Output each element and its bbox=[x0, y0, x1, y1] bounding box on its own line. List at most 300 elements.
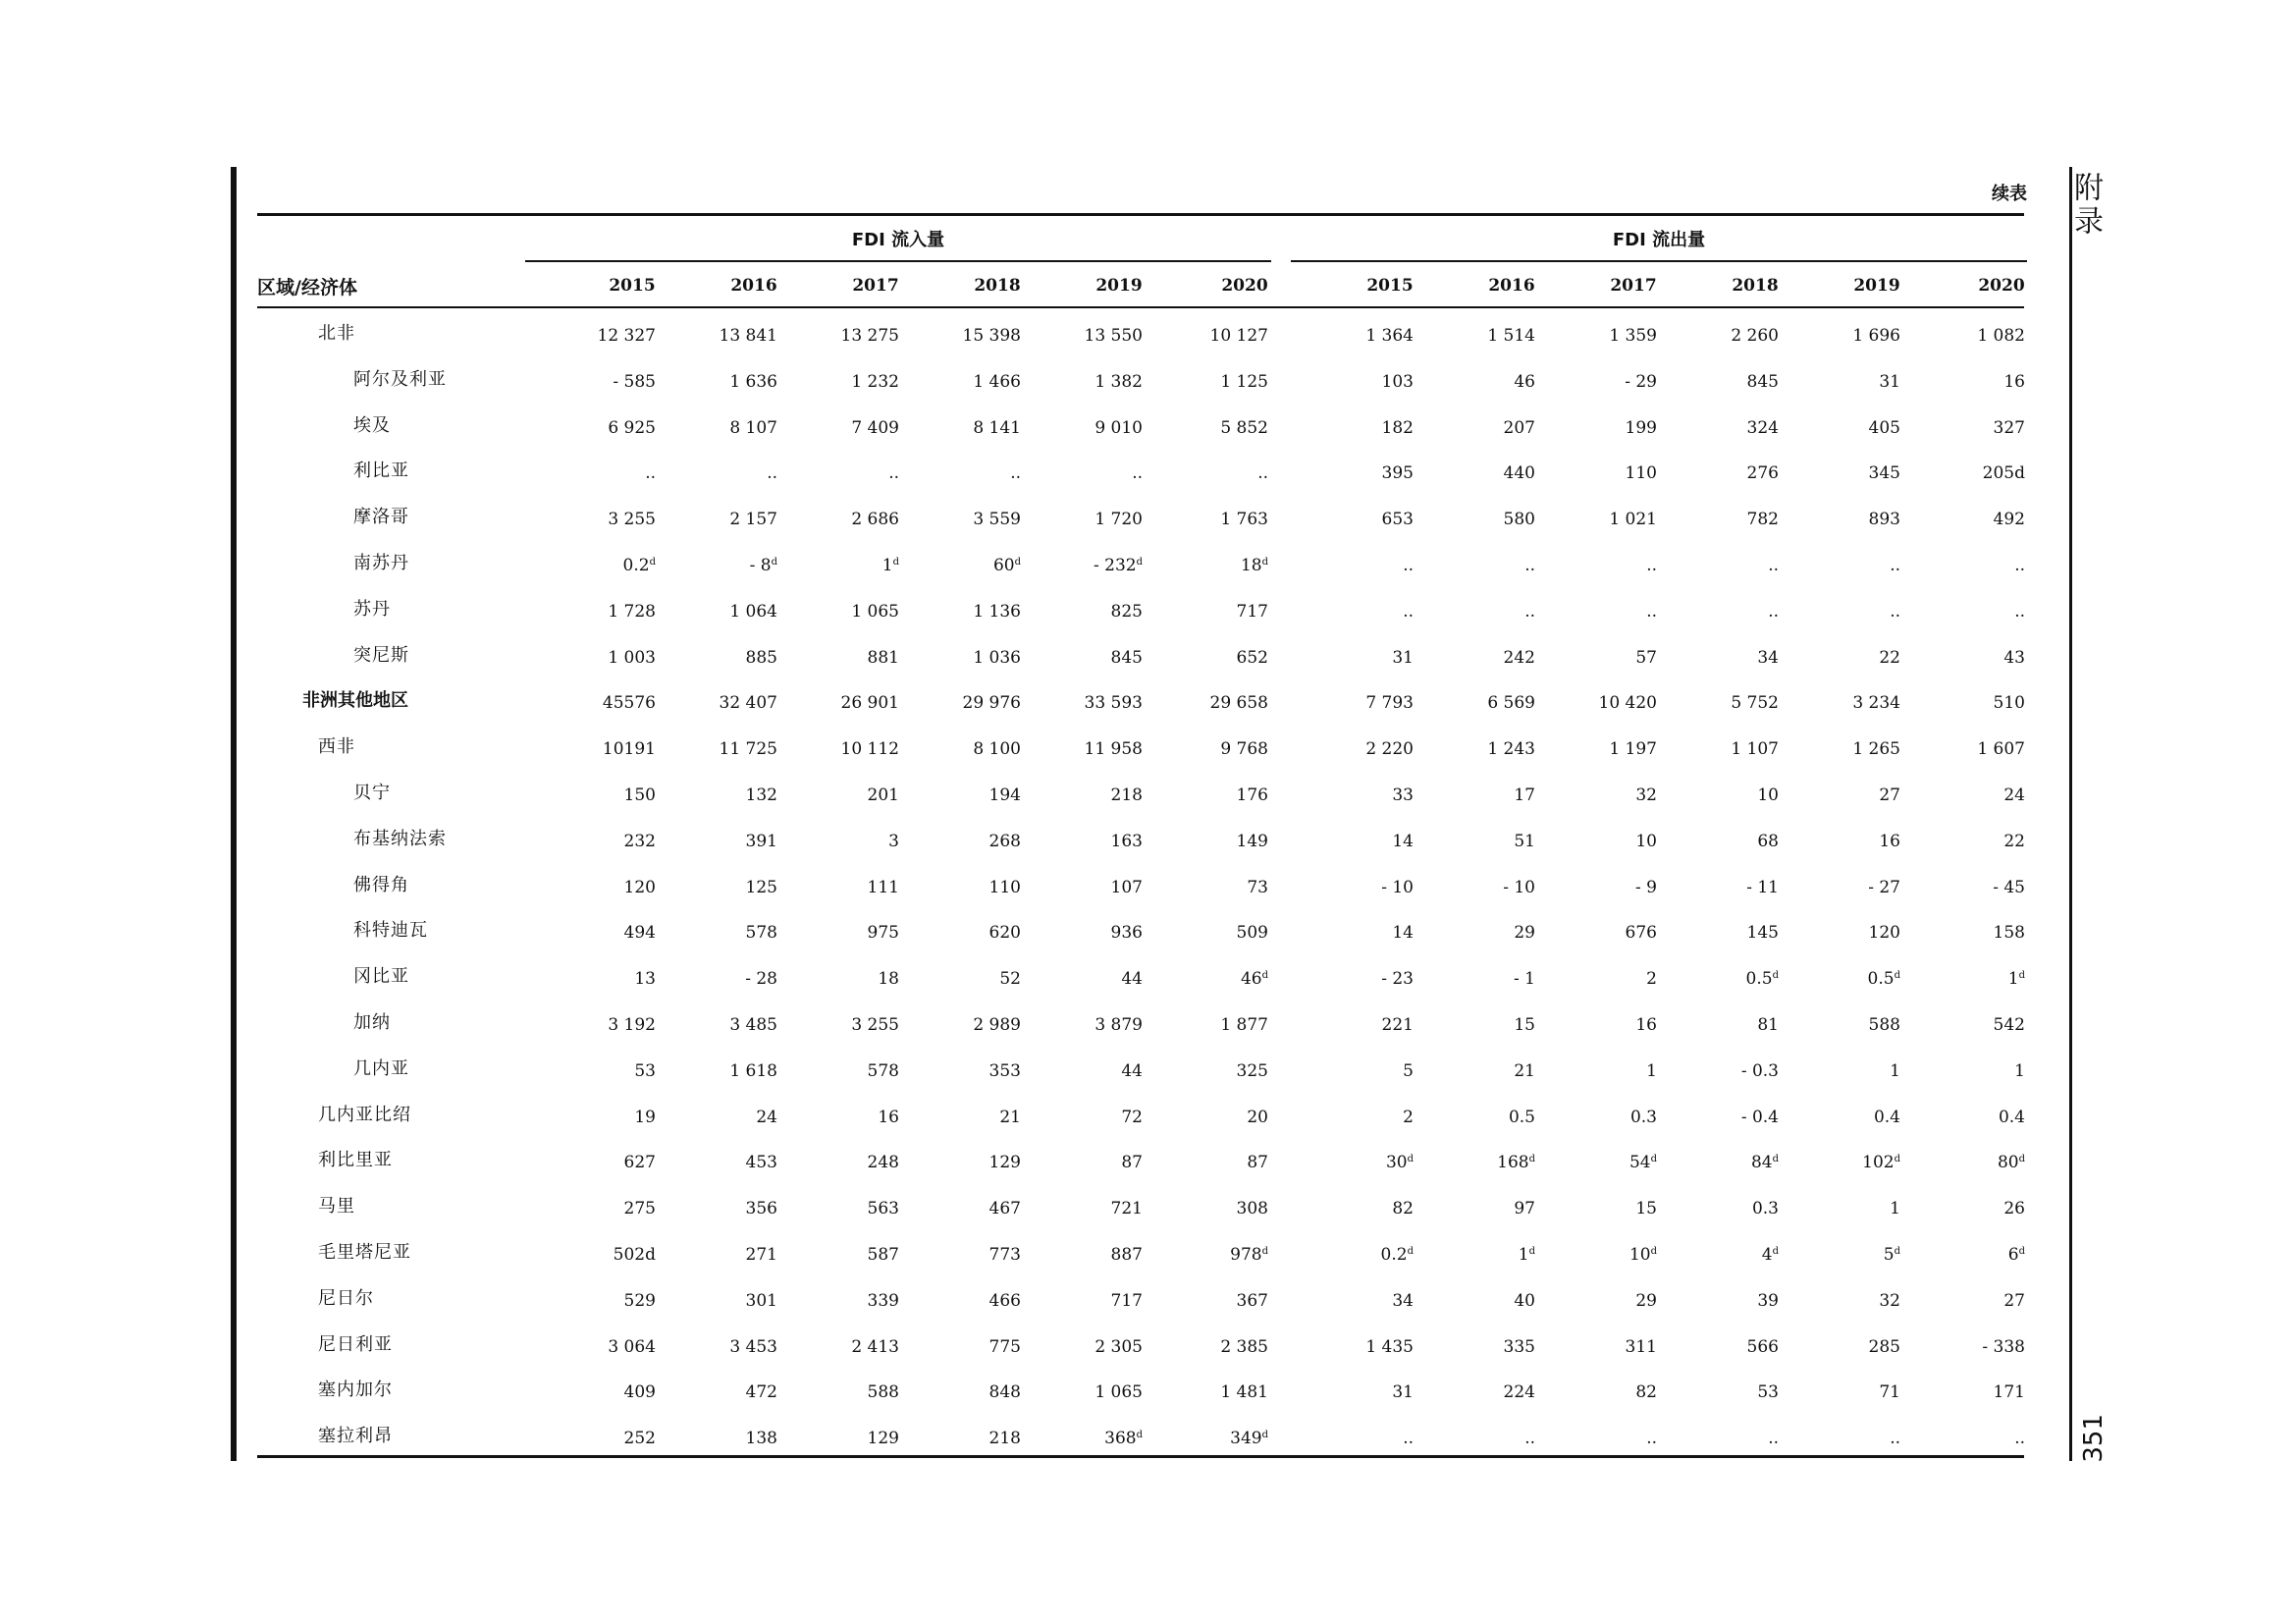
cell-value: 10 bbox=[1757, 785, 1779, 805]
outflow-cell bbox=[1792, 556, 1900, 575]
inflow-cell bbox=[548, 1199, 656, 1218]
cell-value: 22 bbox=[1879, 647, 1900, 668]
cell-value: 18 bbox=[878, 969, 899, 990]
region-name: 摩洛哥 bbox=[353, 507, 409, 528]
outflow-cell bbox=[1549, 739, 1657, 759]
inflow-cell bbox=[913, 1291, 1021, 1311]
inflow-cell bbox=[669, 1382, 777, 1402]
cell-value: 6 569 bbox=[1487, 693, 1535, 714]
outflow-cell bbox=[1306, 832, 1414, 851]
cell-value: 3 879 bbox=[1095, 1015, 1143, 1035]
cell-value: .. bbox=[1403, 556, 1414, 575]
inflow-cell bbox=[548, 832, 656, 851]
cell-value: 368 bbox=[1104, 1429, 1137, 1449]
outflow-cell bbox=[1549, 832, 1657, 851]
outflow-cell bbox=[1792, 739, 1900, 759]
cell-value: 53 bbox=[1757, 1382, 1779, 1403]
cell-value: 1 481 bbox=[1220, 1382, 1268, 1403]
inflow-cell bbox=[1160, 372, 1268, 392]
outflow-cell bbox=[1549, 372, 1657, 392]
cell-value: 33 593 bbox=[1084, 693, 1143, 714]
cell-value: 81 bbox=[1757, 1015, 1779, 1035]
inflow-cell bbox=[913, 1337, 1021, 1357]
cell-value: 26 901 bbox=[840, 693, 899, 714]
outflow-cell bbox=[1427, 1015, 1535, 1035]
outflow-cell bbox=[1917, 1245, 2025, 1265]
cell-value: 2 686 bbox=[851, 510, 899, 530]
inflow-cell bbox=[1160, 739, 1268, 759]
cell-value: 1 107 bbox=[1731, 739, 1779, 760]
cell-value: 588 bbox=[867, 1382, 899, 1403]
inflow-cell bbox=[791, 510, 899, 529]
cell-value: 26 bbox=[2003, 1199, 2025, 1219]
inflow-cell bbox=[548, 1429, 656, 1448]
inflow-cell bbox=[791, 923, 899, 943]
cell-value: 349 bbox=[1230, 1429, 1262, 1449]
outflow-cell bbox=[1306, 878, 1414, 897]
outflow-cell bbox=[1917, 878, 2025, 897]
outflow-cell bbox=[1917, 1382, 2025, 1402]
footnote-marker: d bbox=[1261, 1246, 1268, 1257]
outflow-cell bbox=[1549, 1153, 1657, 1172]
inflow-cell bbox=[669, 326, 777, 346]
inflow-cell bbox=[669, 923, 777, 943]
inflow-cell bbox=[1035, 923, 1143, 943]
year-header-out-0: 2015 bbox=[1366, 276, 1414, 296]
cell-value: 29 bbox=[1635, 1290, 1657, 1311]
cell-value: 1 082 bbox=[1977, 326, 2025, 346]
cell-value: 271 bbox=[745, 1245, 777, 1265]
cell-value: 587 bbox=[867, 1245, 899, 1265]
cell-value: 2 bbox=[1403, 1107, 1414, 1127]
outflow-cell bbox=[1306, 1199, 1414, 1218]
footnote-marker: d bbox=[1650, 1246, 1657, 1257]
inflow-cell bbox=[791, 1061, 899, 1081]
inflow-cell bbox=[669, 1429, 777, 1448]
table-row bbox=[0, 1330, 2296, 1377]
inflow-cell bbox=[669, 1061, 777, 1081]
region-name: 突尼斯 bbox=[353, 644, 409, 666]
table-row bbox=[0, 1055, 2296, 1101]
outflow-cell bbox=[1549, 510, 1657, 529]
cell-value: 325 bbox=[1236, 1060, 1268, 1081]
outflow-cell bbox=[1549, 602, 1657, 622]
cell-value: 395 bbox=[1381, 463, 1414, 484]
inflow-cell bbox=[1160, 1291, 1268, 1311]
outflow-cell bbox=[1427, 418, 1535, 438]
cell-value: - 45 bbox=[1993, 877, 2025, 897]
cell-value: 129 bbox=[988, 1153, 1021, 1173]
inflow-cell bbox=[913, 602, 1021, 622]
inflow-cell bbox=[669, 832, 777, 851]
continued-label: 续表 bbox=[1992, 184, 2027, 204]
cell-value: 80 bbox=[1997, 1153, 2019, 1173]
cell-value: 1 197 bbox=[1609, 739, 1657, 760]
table-row bbox=[0, 1422, 2296, 1468]
cell-value: - 338 bbox=[1982, 1336, 2025, 1357]
outflow-cell bbox=[1549, 1429, 1657, 1448]
inflow-cell bbox=[669, 510, 777, 529]
cell-value: 33 bbox=[1392, 785, 1414, 805]
inflow-cell bbox=[1035, 418, 1143, 438]
cell-value: 10 420 bbox=[1598, 693, 1657, 714]
fdi-outflow-group-header: FDI 流出量 bbox=[1612, 230, 1706, 250]
inflow-cell bbox=[548, 739, 656, 759]
outflow-cell bbox=[1549, 1245, 1657, 1265]
cell-value: 2 385 bbox=[1220, 1336, 1268, 1357]
cell-value: 472 bbox=[745, 1382, 777, 1403]
region-name: 阿尔及利亚 bbox=[353, 368, 447, 390]
footnote-marker: d bbox=[2018, 1246, 2025, 1257]
outflow-cell bbox=[1792, 785, 1900, 805]
inflow-cell bbox=[669, 1199, 777, 1218]
cell-value: - 10 bbox=[1381, 877, 1414, 897]
outflow-cell bbox=[1306, 326, 1414, 346]
inflow-cell bbox=[1160, 1337, 1268, 1357]
cell-value: 717 bbox=[1236, 601, 1268, 622]
cell-value: 171 bbox=[1993, 1382, 2025, 1403]
inflow-cell bbox=[548, 326, 656, 346]
year-header-in-3: 2018 bbox=[974, 276, 1021, 296]
inflow-cell bbox=[1035, 1108, 1143, 1127]
outflow-cell bbox=[1917, 602, 2025, 622]
region-name: 尼日尔 bbox=[318, 1287, 374, 1309]
cell-value: 145 bbox=[1746, 923, 1779, 944]
cell-value: 31 bbox=[1392, 1382, 1414, 1403]
cell-value: 1 bbox=[2014, 1060, 2025, 1081]
outflow-cell bbox=[1427, 1291, 1535, 1311]
cell-value: 8 100 bbox=[973, 739, 1021, 760]
outflow-cell bbox=[1671, 693, 1779, 713]
year-header-in-0: 2015 bbox=[609, 276, 656, 296]
outflow-cell bbox=[1792, 832, 1900, 851]
outflow-cell bbox=[1427, 693, 1535, 713]
inflow-cell bbox=[791, 832, 899, 851]
year-header-out-1: 2016 bbox=[1488, 276, 1535, 296]
outflow-cell bbox=[1792, 1108, 1900, 1127]
inflow-cell bbox=[669, 1015, 777, 1035]
footnote-marker: d bbox=[892, 557, 899, 568]
outflow-cell bbox=[1306, 1061, 1414, 1081]
cell-value: 1 bbox=[1646, 1060, 1657, 1081]
cell-value: 0.4 bbox=[1873, 1107, 1900, 1127]
cell-value: 3 bbox=[888, 831, 899, 851]
outflow-cell bbox=[1792, 1429, 1900, 1448]
inflow-cell bbox=[1035, 1382, 1143, 1402]
outflow-cell bbox=[1792, 1061, 1900, 1081]
cell-value: 7 409 bbox=[851, 417, 899, 438]
cell-value: 129 bbox=[867, 1429, 899, 1449]
table-row bbox=[0, 503, 2296, 549]
cell-value: 176 bbox=[1236, 785, 1268, 805]
inflow-cell bbox=[1035, 1015, 1143, 1035]
outflow-cell bbox=[1549, 1291, 1657, 1311]
cell-value: 1 607 bbox=[1977, 739, 2025, 760]
footnote-marker: d bbox=[1261, 1430, 1268, 1441]
cell-value: 0.2 bbox=[622, 556, 650, 575]
outflow-cell bbox=[1792, 1245, 1900, 1265]
cell-value: 353 bbox=[988, 1060, 1021, 1081]
region-name: 北非 bbox=[318, 323, 355, 344]
inflow-cell bbox=[1160, 878, 1268, 897]
cell-value: 1 435 bbox=[1365, 1336, 1414, 1357]
cell-value: 1 bbox=[2007, 969, 2019, 990]
inflow-cell bbox=[1160, 1108, 1268, 1127]
region-name: 利比亚 bbox=[353, 460, 409, 482]
outflow-cell bbox=[1671, 1382, 1779, 1402]
cell-value: .. bbox=[1010, 463, 1021, 484]
outflow-cell bbox=[1306, 1291, 1414, 1311]
region-name: 塞拉利昂 bbox=[318, 1426, 393, 1447]
outflow-cell bbox=[1917, 739, 2025, 759]
inflow-cell bbox=[791, 1199, 899, 1218]
inflow-cell bbox=[1035, 739, 1143, 759]
cell-value: 492 bbox=[1993, 510, 2025, 530]
outflow-cell bbox=[1671, 1245, 1779, 1265]
outflow-cell bbox=[1427, 969, 1535, 989]
inflow-cell bbox=[1035, 1337, 1143, 1357]
inflow-cell bbox=[1160, 556, 1268, 575]
cell-value: 5 852 bbox=[1220, 417, 1268, 438]
outflow-cell bbox=[1427, 648, 1535, 668]
cell-value: 24 bbox=[2003, 785, 2025, 805]
inflow-cell bbox=[669, 693, 777, 713]
inflow-cell bbox=[548, 969, 656, 989]
inflow-cell bbox=[548, 1245, 656, 1265]
outflow-cell bbox=[1427, 556, 1535, 575]
footnote-marker: d bbox=[2018, 970, 2025, 982]
cell-value: - 23 bbox=[1381, 969, 1414, 990]
inflow-cell bbox=[791, 1153, 899, 1172]
inflow-cell bbox=[791, 1245, 899, 1265]
cell-value: .. bbox=[1890, 601, 1900, 622]
cell-value: .. bbox=[1257, 463, 1268, 484]
outflow-cell bbox=[1917, 1291, 2025, 1311]
outflow-cell bbox=[1549, 1108, 1657, 1127]
footnote-marker: d bbox=[1261, 557, 1268, 568]
outflow-cell bbox=[1671, 1291, 1779, 1311]
table-row bbox=[0, 641, 2296, 687]
inflow-cell bbox=[913, 1429, 1021, 1448]
cell-value: 15 bbox=[1635, 1199, 1657, 1219]
cell-value: .. bbox=[1403, 1429, 1414, 1449]
cell-value: 285 bbox=[1868, 1336, 1900, 1357]
outflow-cell bbox=[1306, 739, 1414, 759]
inflow-cell bbox=[1160, 693, 1268, 713]
table-row bbox=[0, 916, 2296, 962]
outflow-cell bbox=[1671, 1061, 1779, 1081]
cell-value: 29 bbox=[1514, 923, 1535, 944]
inflow-cell bbox=[913, 1245, 1021, 1265]
cell-value: .. bbox=[1646, 556, 1657, 575]
inflow-cell bbox=[791, 878, 899, 897]
cell-value: 34 bbox=[1757, 647, 1779, 668]
outflow-cell bbox=[1306, 693, 1414, 713]
cell-value: 19 bbox=[634, 1107, 656, 1127]
cell-value: .. bbox=[2014, 601, 2025, 622]
table-row bbox=[0, 549, 2296, 595]
cell-value: 327 bbox=[1993, 417, 2025, 438]
outflow-cell bbox=[1306, 648, 1414, 668]
region-name: 苏丹 bbox=[353, 598, 391, 620]
inflow-cell bbox=[669, 1291, 777, 1311]
outflow-cell bbox=[1917, 923, 2025, 943]
outflow-cell bbox=[1549, 418, 1657, 438]
inflow-cell bbox=[669, 1245, 777, 1265]
cell-value: 620 bbox=[988, 923, 1021, 944]
footnote-marker: d bbox=[1014, 557, 1021, 568]
cell-value: - 0.3 bbox=[1740, 1060, 1779, 1081]
outflow-cell bbox=[1671, 418, 1779, 438]
cell-value: 68 bbox=[1757, 831, 1779, 851]
outflow-cell bbox=[1671, 1015, 1779, 1035]
region-name: 马里 bbox=[318, 1196, 355, 1218]
cell-value: 542 bbox=[1993, 1015, 2025, 1035]
inflow-cell bbox=[1035, 602, 1143, 622]
inflow-cell bbox=[1160, 648, 1268, 668]
table-row bbox=[0, 411, 2296, 458]
outflow-cell bbox=[1306, 1245, 1414, 1265]
cell-value: 103 bbox=[1381, 371, 1414, 392]
inflow-cell bbox=[669, 648, 777, 668]
outflow-cell bbox=[1792, 693, 1900, 713]
outflow-cell bbox=[1427, 923, 1535, 943]
cell-value: 16 bbox=[878, 1107, 899, 1127]
outflow-cell bbox=[1792, 372, 1900, 392]
inflow-cell bbox=[548, 1153, 656, 1172]
inflow-cell bbox=[791, 1382, 899, 1402]
outflow-cell bbox=[1549, 1015, 1657, 1035]
outflow-cell bbox=[1427, 1061, 1535, 1081]
cell-value: 1 136 bbox=[973, 601, 1021, 622]
cell-value: 1 359 bbox=[1609, 326, 1657, 346]
inflow-cell bbox=[791, 1337, 899, 1357]
cell-value: 31 bbox=[1879, 371, 1900, 392]
cell-value: 578 bbox=[745, 923, 777, 944]
cell-value: 1 636 bbox=[729, 371, 777, 392]
outflow-cell bbox=[1917, 1199, 2025, 1218]
cell-value: 163 bbox=[1110, 831, 1143, 851]
footnote-marker: d bbox=[2018, 1154, 2025, 1165]
cell-value: - 28 bbox=[745, 969, 777, 990]
cell-value: 1 514 bbox=[1487, 326, 1535, 346]
outflow-cell bbox=[1549, 1199, 1657, 1218]
inflow-cell bbox=[913, 832, 1021, 851]
outflow-cell bbox=[1792, 923, 1900, 943]
region-name: 加纳 bbox=[353, 1012, 391, 1033]
region-column-header: 区域/经济体 bbox=[257, 277, 357, 298]
inflow-cell bbox=[913, 556, 1021, 575]
cell-value: 1 021 bbox=[1609, 510, 1657, 530]
cell-value: 150 bbox=[623, 785, 656, 805]
cell-value: 978 bbox=[1230, 1245, 1262, 1265]
cell-value: 11 958 bbox=[1084, 739, 1143, 760]
inflow-cell bbox=[548, 510, 656, 529]
cell-value: 46 bbox=[1514, 371, 1535, 392]
inflow-cell bbox=[1035, 1245, 1143, 1265]
inflow-cell bbox=[913, 372, 1021, 392]
cell-value: - 8 bbox=[749, 556, 772, 575]
inflow-cell bbox=[913, 1108, 1021, 1127]
outflow-cell bbox=[1549, 463, 1657, 483]
inflow-cell bbox=[669, 556, 777, 575]
cell-value: .. bbox=[1768, 556, 1779, 575]
cell-value: 224 bbox=[1503, 1382, 1535, 1403]
cell-value: 120 bbox=[1868, 923, 1900, 944]
footnote-marker: d bbox=[1528, 1154, 1535, 1165]
outflow-cell bbox=[1917, 510, 2025, 529]
cell-value: 676 bbox=[1625, 923, 1657, 944]
cell-value: 494 bbox=[623, 923, 656, 944]
inflow-cell bbox=[913, 1015, 1021, 1035]
cell-value: 7 793 bbox=[1365, 693, 1414, 714]
cell-value: 18 bbox=[1240, 556, 1262, 575]
cell-value: 773 bbox=[988, 1245, 1021, 1265]
region-name: 毛里塔尼亚 bbox=[318, 1242, 411, 1263]
cell-value: 102 bbox=[1862, 1153, 1895, 1173]
cell-value: 13 275 bbox=[840, 326, 899, 346]
outflow-cell bbox=[1792, 969, 1900, 989]
cell-value: .. bbox=[1524, 601, 1535, 622]
fdi-inflow-group-header: FDI 流入量 bbox=[851, 230, 945, 250]
cell-value: 717 bbox=[1110, 1290, 1143, 1311]
inflow-cell bbox=[791, 1015, 899, 1035]
cell-value: 218 bbox=[988, 1429, 1021, 1449]
region-name: 冈比亚 bbox=[353, 966, 409, 988]
outflow-cell bbox=[1671, 510, 1779, 529]
inflow-cell bbox=[913, 969, 1021, 989]
cell-value: 652 bbox=[1236, 647, 1268, 668]
inflow-cell bbox=[913, 648, 1021, 668]
table-bottom-rule bbox=[257, 1455, 2024, 1458]
outflow-cell bbox=[1427, 832, 1535, 851]
cell-value: 27 bbox=[1879, 785, 1900, 805]
table-row bbox=[0, 319, 2296, 365]
cell-value: .. bbox=[2014, 1429, 2025, 1449]
outflow-cell bbox=[1792, 1382, 1900, 1402]
year-header-out-2: 2017 bbox=[1610, 276, 1657, 296]
inflow-cell bbox=[791, 326, 899, 346]
inflow-cell bbox=[791, 785, 899, 805]
outflow-cell bbox=[1427, 1245, 1535, 1265]
outflow-cell bbox=[1792, 602, 1900, 622]
outflow-cell bbox=[1549, 969, 1657, 989]
cell-value: 46 bbox=[1240, 969, 1262, 990]
outflow-cell bbox=[1792, 1337, 1900, 1357]
cell-value: 885 bbox=[745, 647, 777, 668]
outflow-cell bbox=[1792, 1153, 1900, 1172]
inflow-cell bbox=[548, 693, 656, 713]
outflow-cell bbox=[1427, 1337, 1535, 1357]
outflow-cell bbox=[1306, 923, 1414, 943]
cell-value: 409 bbox=[623, 1382, 656, 1403]
cell-value: 0.3 bbox=[1751, 1199, 1779, 1219]
inflow-cell bbox=[1160, 1061, 1268, 1081]
table-row bbox=[0, 871, 2296, 917]
cell-value: 32 bbox=[1635, 785, 1657, 805]
inflow-cell bbox=[791, 648, 899, 668]
table-row bbox=[0, 1008, 2296, 1055]
cell-value: 53 bbox=[634, 1060, 656, 1081]
cell-value: 1 bbox=[1890, 1060, 1900, 1081]
outflow-cell bbox=[1671, 878, 1779, 897]
cell-value: 1 877 bbox=[1220, 1015, 1268, 1035]
outflow-cell bbox=[1306, 969, 1414, 989]
footnote-marker: d bbox=[1407, 1246, 1414, 1257]
cell-value: 5 752 bbox=[1731, 693, 1779, 714]
outflow-cell bbox=[1671, 556, 1779, 575]
outflow-cell bbox=[1549, 785, 1657, 805]
